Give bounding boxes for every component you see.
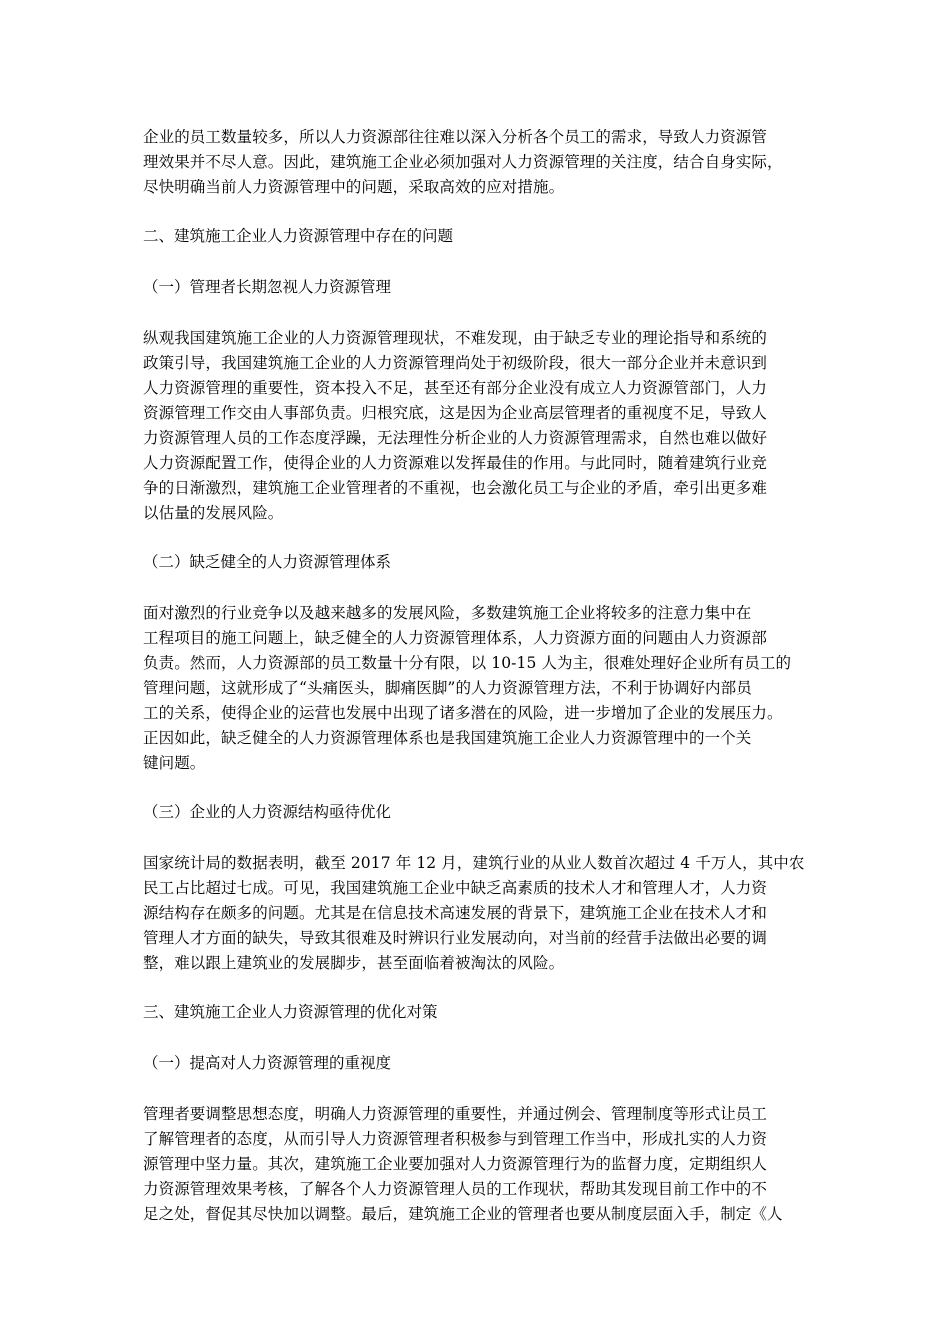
- subheading-2-2: （二）缺乏健全的人力资源管理体系: [143, 553, 392, 571]
- paragraph-3-1: 管理者要调整思想态度，明确人力资源管理的重要性，并通过例会、管理制度等形式让员工 了解管理者的态度，从而引导人力资源管理者积极参与到管理工作当中，形成扎实的人力资 源管理中坚力量。其次，建筑施工企业要加强对人力资源管理行为的监督力度，定期组织人 力资源管理效果考核，了解各个人力资源管理人员的工作现状，帮助其发现目前工作中的不 足之处，督促其尽快加以调整。最后，建筑施工企业的管理者也要从制度层面入手，制定《人: [143, 1105, 783, 1223]
- paragraph-2-3: 国家统计局的数据表明，截至 2017 年 12 月，建筑行业的从业人数首次超过 4 千万人，其中农 民工占比超过七成。可见，我国建筑施工企业中缺乏高素质的技术人才和管理人才，人力资 源结构存在颇多的问题。尤其是在信息技术高速发展的背景下，建筑施工企业在技术人才和 管理人才方面的缺失，导致其很难及时辨识行业发展动向，对当前的经营手法做出必要的调 整，难以跟上建筑业的发展脚步，甚至面临着被淘汰的风险。: [143, 854, 805, 972]
- paragraph-2-2: 面对激烈的行业竞争以及越来越多的发展风险，多数建筑施工企业将较多的注意力集中在 工程项目的施工问题上，缺乏健全的人力资源管理体系，人力资源方面的问题由人力资源部 负责。然而，人力资源部的员工数量十分有限，以 10-15 人为主，很难处理好企业所有员工的 管理问题，这就形成了“头痛医头，脚痛医脚”的人力资源管理方法，不利于协调好内部员 工的关系，使得企业的运营也发展中出现了诸多潜在的风险，进一步增加了企业的发展压力。 正因如此，缺乏健全的人力资源管理体系也是我国建筑施工企业人力资源管理中的一个关 键问题。: [143, 604, 792, 772]
- subheading-3-1: （一）提高对人力资源管理的重视度: [143, 1054, 392, 1072]
- paragraph-intro: 企业的员工数量较多，所以人力资源部往往难以深入分析各个员工的需求，导致人力资源管 理效果并不尽人意。因此，建筑施工企业必须加强对人力资源管理的关注度，结合自身实际， 尽快明确当前人力资源管理中的问题，采取高效的应对措施。: [143, 128, 783, 196]
- paragraph-2-1: 纵观我国建筑施工企业的人力资源管理现状，不难发现，由于缺乏专业的理论指导和系统的 政策引导，我国建筑施工企业的人力资源管理尚处于初级阶段，很大一部分企业并未意识到 人力资源管理的重要性，资本投入不足，甚至还有部分企业没有成立人力资源管部门，人力 资源管理工作交由人事部负责。归根究底，这是因为企业高层管理者的重视度不足，导致人 力资源管理人员的工作态度浮躁，无法理性分析企业的人力资源管理需求，自然也难以做好 人力资源配置工作，使得企业的人力资源难以发挥最佳的作用。与此同时，随着建筑行业竞 争的日渐激烈，建筑施工企业管理者的不重视，也会激化员工与企业的矛盾，牵引出更多难 以估量的发展风险。: [143, 329, 768, 522]
- subheading-2-1: （一）管理者长期忽视人力资源管理: [143, 278, 392, 296]
- document-page: [143, 125, 813, 1227]
- section-heading-2: 二、建筑施工企业人力资源管理中存在的问题: [143, 227, 454, 245]
- subheading-2-3: （三）企业的人力资源结构亟待优化: [143, 803, 392, 821]
- section-heading-3: 三、建筑施工企业人力资源管理的优化对策: [143, 1003, 438, 1021]
